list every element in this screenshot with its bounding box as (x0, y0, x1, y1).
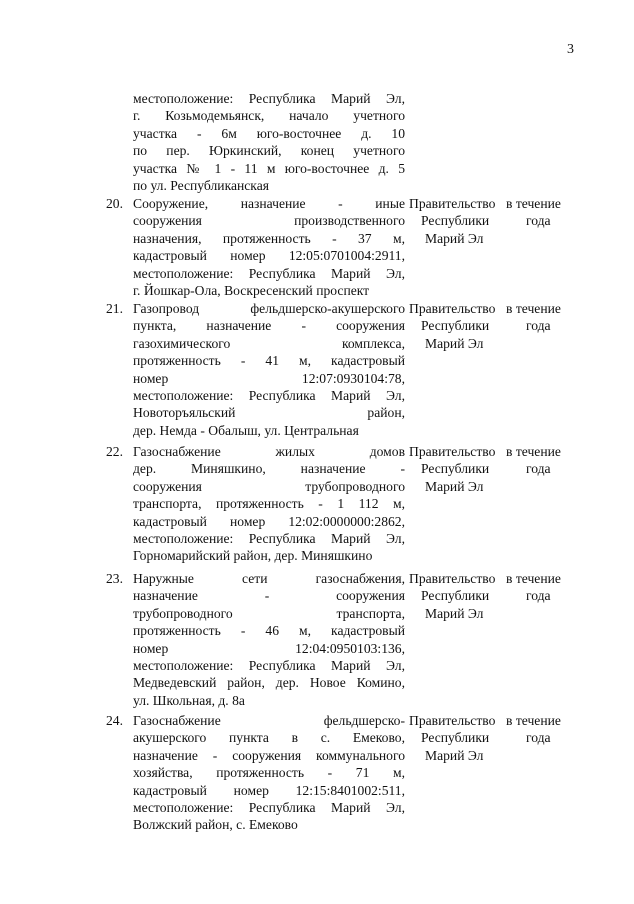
responsible-party (409, 195, 505, 247)
text-line: Республики (421, 730, 490, 746)
text-line: Горномарийский район, дер. Миняшкино (133, 548, 373, 564)
text-line: протяженность - 41 м, кадастровый (133, 353, 405, 369)
row-number: 23. (106, 571, 123, 586)
text-line: местоположение: Республика Марий Эл, (133, 265, 405, 281)
text-line: в течение (506, 196, 561, 211)
text-line: дер. Немда - Обалыш, ул. Центральная (133, 422, 359, 438)
text-line: Республики (421, 588, 490, 604)
text-line: местоположение: Республика Марий Эл, (133, 91, 405, 106)
text-line: кадастровый номер 12:05:0701004:2911, (133, 248, 405, 264)
text-line: акушерского пункта в с. Емеково, (133, 730, 405, 746)
text-line: в течение (506, 444, 561, 459)
text-line: номер 12:07:0930104:78, (133, 370, 405, 386)
responsible-party (409, 712, 505, 764)
text-line: по пер. Юркинский, конец учетного (133, 143, 405, 159)
text-line: г. Козьмодемьянск, начало учетного (133, 108, 405, 124)
text-line: в течение (506, 571, 561, 586)
text-line: трубопроводного транспорта, (133, 605, 405, 621)
text-line: Новоторъяльский район, (133, 405, 405, 421)
text-line: участка № 1 - 11 м юго-восточнее д. 5 (133, 160, 405, 176)
text-line: Правительство (409, 301, 496, 316)
text-line: года (526, 588, 551, 604)
text-line: кадастровый номер 12:02:0000000:2862, (133, 513, 405, 529)
text-line: года (526, 461, 551, 477)
text-line: кадастровый номер 12:15:8401002:511, (133, 782, 405, 798)
text-line: Сооружение, назначение - иные (133, 196, 405, 211)
object-description (133, 443, 405, 565)
continuation-description (133, 90, 405, 194)
text-line: Марий Эл (425, 747, 484, 763)
text-line: Газопровод фельдшерско-акушерского (133, 301, 405, 316)
text-line: Волжский район, с. Емеково (133, 817, 298, 833)
object-description (133, 712, 405, 834)
text-line: Марий Эл (425, 230, 484, 246)
text-line: местоположение: Республика Марий Эл, (133, 531, 405, 547)
row-number: 24. (106, 713, 123, 728)
page-number: 3 (567, 42, 574, 57)
object-description (133, 195, 405, 299)
text-line: года (526, 730, 551, 746)
text-line: Газоснабжение жилых домов (133, 444, 405, 459)
text-line: назначение - сооружения коммунального (133, 747, 405, 763)
text-line: местоположение: Республика Марий Эл, (133, 658, 405, 674)
text-line: сооружения производственного (133, 213, 405, 229)
row-number: 21. (106, 301, 123, 316)
text-line: Марий Эл (425, 335, 484, 351)
text-line: Наружные сети газоснабжения, (133, 571, 405, 586)
text-line: Республики (421, 318, 490, 334)
deadline (506, 195, 572, 230)
text-line: назначение - сооружения (133, 588, 405, 604)
object-description (133, 570, 405, 709)
text-line: сооружения трубопроводного (133, 478, 405, 494)
text-line: Правительство (409, 196, 496, 211)
deadline (506, 300, 572, 335)
text-line: номер 12:04:0950103:136, (133, 640, 405, 656)
text-line: участка - 6м юго-восточнее д. 10 (133, 125, 405, 141)
text-line: г. Йошкар-Ола, Воскресенский проспект (133, 283, 370, 299)
text-line: Марий Эл (425, 605, 484, 621)
text-line: местоположение: Республика Марий Эл, (133, 388, 405, 404)
text-line: по ул. Республиканская (133, 178, 269, 194)
text-line: транспорта, протяженность - 1 112 м, (133, 496, 405, 512)
responsible-party (409, 570, 505, 622)
deadline (506, 570, 572, 605)
row-number: 20. (106, 196, 123, 211)
text-line: Правительство (409, 713, 496, 728)
text-line: в течение (506, 301, 561, 316)
text-line: газохимического комплекса, (133, 335, 405, 351)
text-line: хозяйства, протяженность - 71 м, (133, 765, 405, 781)
responsible-party (409, 300, 505, 352)
text-line: Газоснабжение фельдшерско- (133, 713, 405, 728)
text-line: Правительство (409, 571, 496, 586)
text-line: Республики (421, 461, 490, 477)
text-line: местоположение: Республика Марий Эл, (133, 800, 405, 816)
deadline (506, 712, 572, 747)
text-line: года (526, 213, 551, 229)
deadline (506, 443, 572, 478)
text-line: Республики (421, 213, 490, 229)
text-line: дер. Миняшкино, назначение - (133, 461, 405, 477)
text-line: Медведевский район, дер. Новое Комино, (133, 675, 405, 691)
text-line: протяженность - 46 м, кадастровый (133, 623, 405, 639)
text-line: ул. Школьная, д. 8а (133, 692, 245, 708)
text-line: Марий Эл (425, 478, 484, 494)
responsible-party (409, 443, 505, 495)
text-line: Правительство (409, 444, 496, 459)
text-line: назначения, протяженность - 37 м, (133, 230, 405, 246)
object-description (133, 300, 405, 439)
row-number: 22. (106, 444, 123, 459)
text-line: года (526, 318, 551, 334)
text-line: пункта, назначение - сооружения (133, 318, 405, 334)
text-line: в течение (506, 713, 561, 728)
